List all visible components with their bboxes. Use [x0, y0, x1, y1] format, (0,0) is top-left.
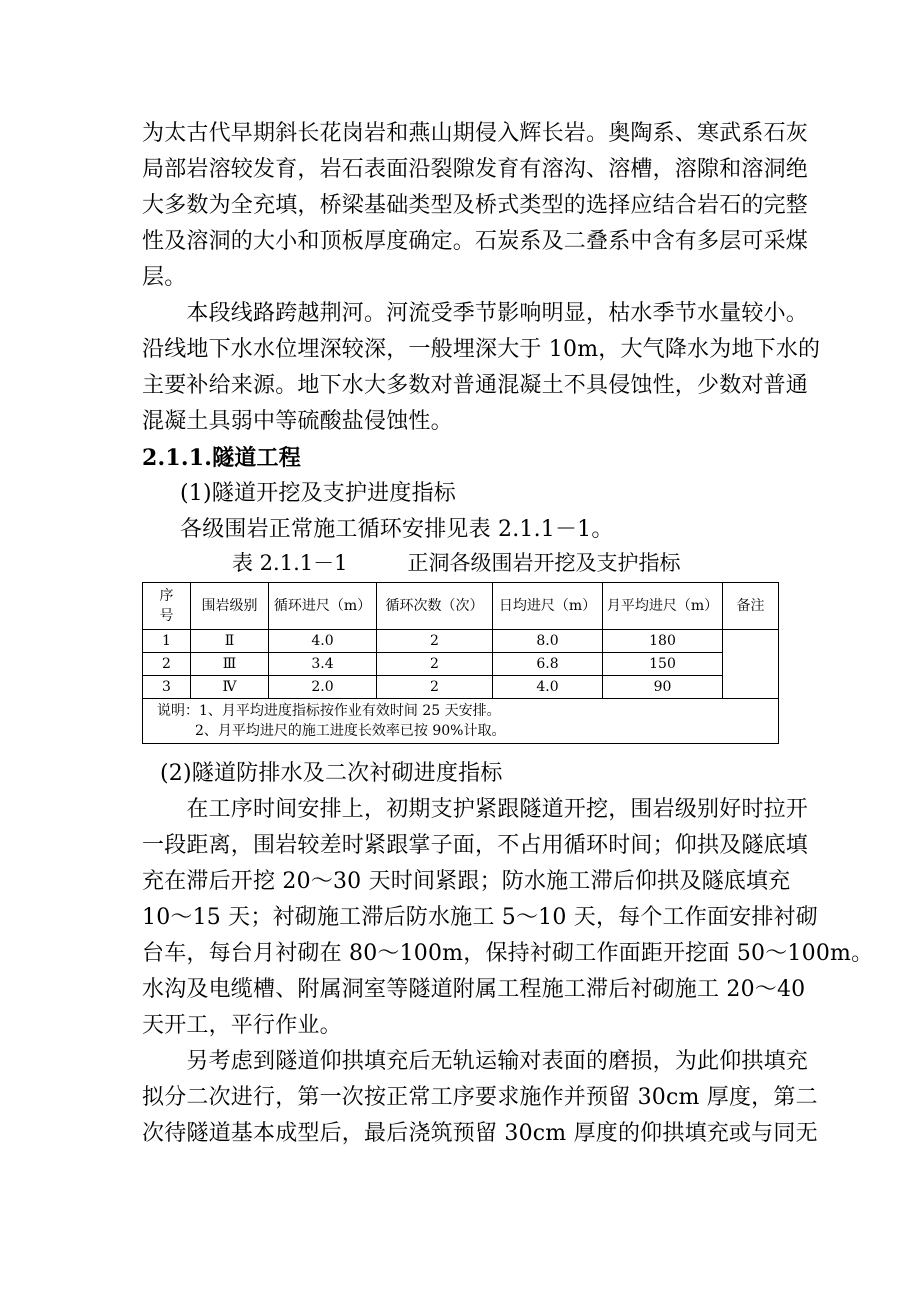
table-note-row [143, 699, 779, 744]
table-cell: 2 [143, 653, 191, 676]
table-note-line: 说明：1、月平均进度指标按作业有效时间 25 天安排。 [157, 703, 501, 719]
table-cell: 2.0 [269, 676, 377, 699]
paragraph-line: 天开工，平行作业。 [142, 1013, 342, 1038]
table-cell: 150 [603, 653, 723, 676]
table-cell: 8.0 [493, 630, 603, 653]
table-cell: Ⅱ [191, 630, 269, 653]
table-note [143, 699, 779, 744]
table-cell: 4.0 [493, 676, 603, 699]
paragraph-line: 在工序时间安排上，初期支护紧跟隧道开挖，围岩级别好时拉开 [142, 797, 809, 822]
paragraph-line: 各级围岩正常施工循环安排见表 2.1.1－1。 [180, 517, 614, 542]
table-cell: 2 [377, 676, 493, 699]
paragraph-line: 拟分二次进行，第一次按正常工序要求施作并预留 30cm 厚度，第二 [142, 1085, 818, 1110]
paragraph-line: 沿线地下水水位埋深较深，一般埋深大于 10m，大气降水为地下水的 [142, 337, 821, 362]
header-cell: 循环次数（次） [377, 583, 493, 630]
paragraph-line: 大多数为全充填，桥梁基础类型及桥式类型的选择应结合岩石的完整 [142, 193, 809, 218]
table-caption [232, 548, 680, 578]
paragraph-line: 一段距离，围岩较差时紧跟掌子面，不占用循环时间；仰拱及隧底填 [142, 833, 809, 858]
paragraph-line: 混凝土具弱中等硫酸盐侵蚀性。 [142, 409, 453, 434]
paragraph-line: 水沟及电缆槽、附属洞室等隧道附属工程施工滞后衬砌施工 20～40 [142, 977, 806, 1002]
header-cell: 备注 [723, 583, 779, 630]
subsection-title: (1)隧道开挖及支护进度指标 [180, 481, 456, 506]
paragraph-line: 充在滞后开挖 20～30 天时间紧跟；防水施工滞后仰拱及隧底填充 [142, 869, 791, 894]
subsection-title: (2)隧道防排水及二次衬砌进度指标 [160, 761, 503, 786]
table-cell: 3.4 [269, 653, 377, 676]
header-cell: 序号 [143, 583, 191, 630]
paragraph-line: 本段线路跨越荆河。河流受季节影响明显，枯水季节水量较小。 [142, 301, 809, 326]
header-cell: 围岩级别 [191, 583, 269, 630]
paragraph-line: 性及溶洞的大小和顶板厚度确定。石炭系及二叠系中含有多层可采煤 [142, 229, 809, 254]
header-cell: 循环进尺（m） [269, 583, 377, 630]
table-cell: Ⅲ [191, 653, 269, 676]
paragraph-line: 10～15 天；衬砌施工滞后防水施工 5～10 天，每个工作面安排衬砌 [142, 905, 818, 930]
section-heading: 2.1.1.隧道工程 [142, 445, 301, 471]
paragraph-line: 另考虑到隧道仰拱填充后无轨运输对表面的磨损，为此仰拱填充 [142, 1049, 809, 1074]
table-caption-number: 表 2.1.1－1 [232, 551, 348, 575]
table-cell: 1 [143, 630, 191, 653]
paragraph-line: 台车，每台月衬砌在 80～100m，保持衬砌工作面距开挖面 50～100m。 [142, 941, 874, 966]
table-cell: 90 [603, 676, 723, 699]
table-cell: 4.0 [269, 630, 377, 653]
table-row [143, 676, 779, 699]
table-cell: 6.8 [493, 653, 603, 676]
table-note-line: 2、月平均进尺的施工进度长效率已按 90%计取。 [195, 723, 506, 739]
table-cell: Ⅳ [191, 676, 269, 699]
paragraph-line: 主要补给来源。地下水大多数对普通混凝土不具侵蚀性，少数对普通 [142, 373, 809, 398]
table-cell: 2 [377, 653, 493, 676]
progress-table [142, 582, 779, 744]
table-cell: 2 [377, 630, 493, 653]
remarks-cell [723, 630, 779, 699]
paragraph-line: 层。 [142, 265, 187, 290]
paragraph-line: 为太古代早期斜长花岗岩和燕山期侵入辉长岩。奥陶系、寒武系石灰 [142, 121, 809, 146]
table-cell: 180 [603, 630, 723, 653]
paragraph-line: 局部岩溶较发育，岩石表面沿裂隙发育有溶沟、溶槽，溶隙和溶洞绝 [142, 157, 809, 182]
paragraph-line: 次待隧道基本成型后，最后浇筑预留 30cm 厚度的仰拱填充或与同无 [142, 1121, 818, 1146]
table-row [143, 630, 779, 653]
table-header-row [143, 583, 779, 630]
table-caption-title: 正洞各级围岩开挖及支护指标 [407, 551, 681, 575]
table-cell: 3 [143, 676, 191, 699]
header-cell: 月平均进尺（m） [603, 583, 723, 630]
header-cell: 日均进尺（m） [493, 583, 603, 630]
table-row [143, 653, 779, 676]
